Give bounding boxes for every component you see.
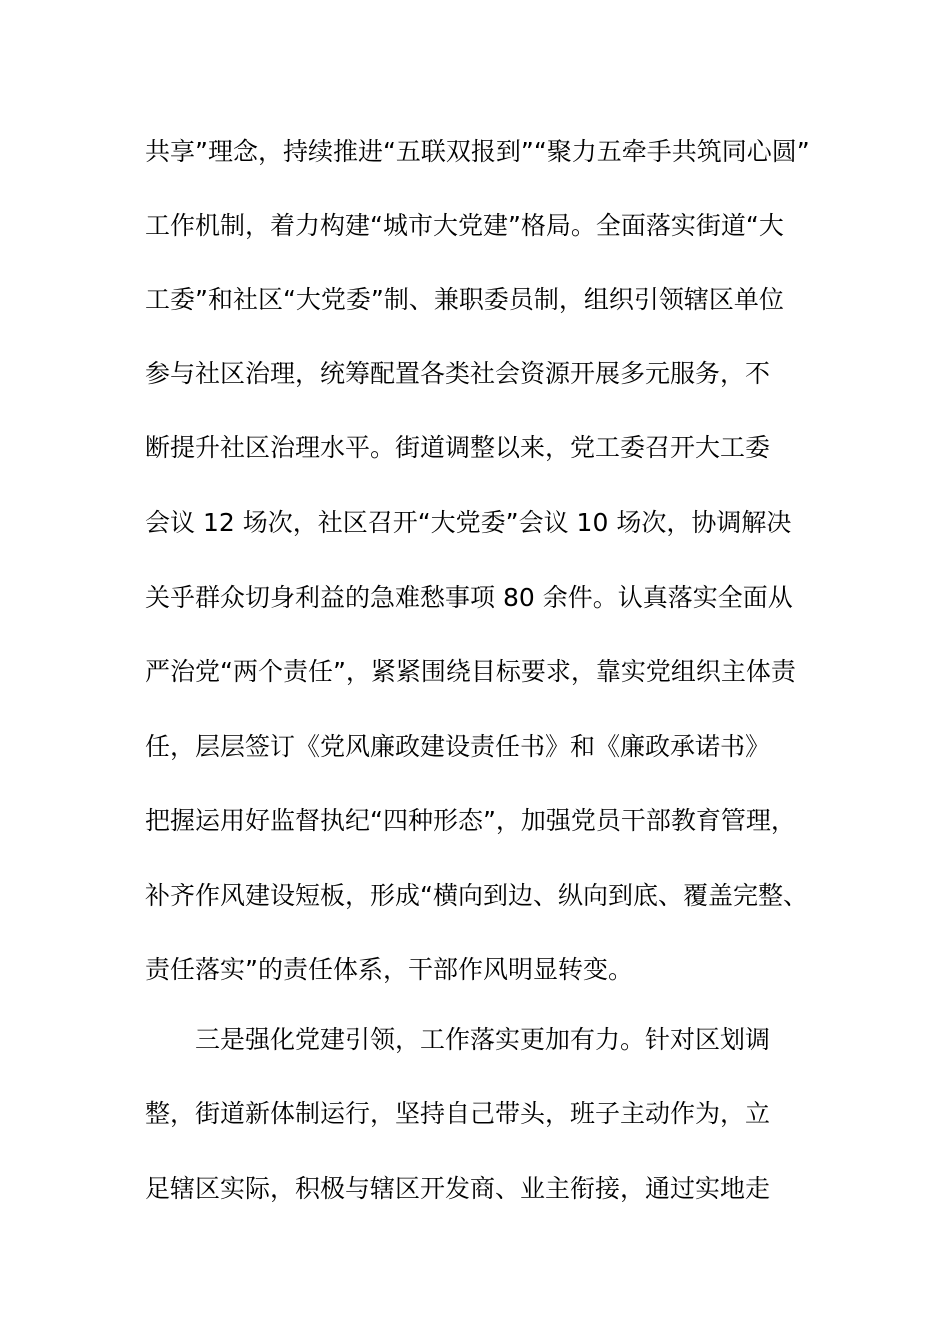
paragraph-line: 把握运用好监督执纪“四种形态”，加强党员干部教育管理，: [145, 806, 796, 835]
paragraph-line: 断提升社区治理水平。街道调整以来，党工委召开大工委: [145, 433, 771, 462]
paragraph-line: 任，层层签订《党风廉政建设责任书》和《廉政承诺书》: [145, 732, 771, 761]
paragraph-line: 责任落实”的责任体系，干部作风明显转变。: [145, 955, 633, 984]
paragraph-line: 参与社区治理，统筹配置各类社会资源开展多元服务，不: [145, 359, 771, 388]
paragraph-line: 三是强化党建引领，工作落实更加有力。针对区划调: [195, 1025, 771, 1054]
paragraph-line: 会议 12 场次，社区召开“大党委”会议 10 场次，协调解决: [145, 508, 792, 537]
paragraph-line: 关乎群众切身利益的急难愁事项 80 余件。认真落实全面从: [145, 583, 793, 612]
paragraph-line: 足辖区实际，积极与辖区开发商、业主衔接，通过实地走: [145, 1174, 771, 1203]
paragraph-line: 严治党“两个责任”，紧紧围绕目标要求，靠实党组织主体责: [145, 657, 796, 686]
paragraph-line: 整，街道新体制运行，坚持自己带头，班子主动作为，立: [145, 1099, 771, 1128]
paragraph-line: 共享”理念，持续推进“五联双报到”“聚力五牵手共筑同心圆”: [145, 137, 810, 166]
paragraph-line: 工委”和社区“大党委”制、兼职委员制，组织引领辖区单位: [145, 285, 784, 314]
paragraph-line: 补齐作风建设短板，形成“横向到边、纵向到底、覆盖完整、: [145, 881, 808, 910]
paragraph-line: 工作机制，着力构建“城市大党建”格局。全面落实街道“大: [145, 211, 784, 240]
